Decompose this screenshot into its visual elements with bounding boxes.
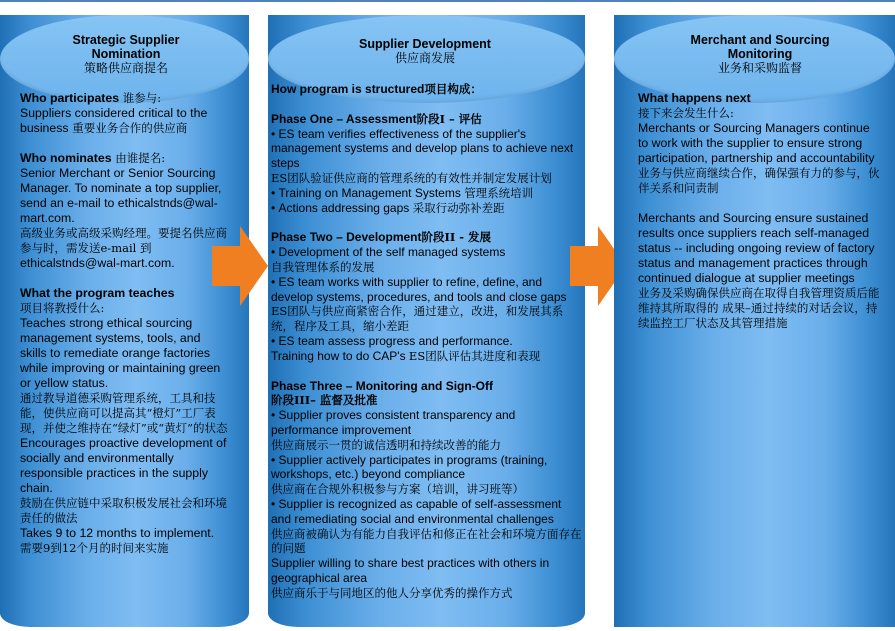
who-participates-text-cn: 重要业务合作的供应商 [68, 121, 188, 135]
phase-two-bullet-4: Training how to do CAP's [271, 348, 409, 363]
sustain-text-cn: 业务及采购确保供应商在取得自我管理资质后能维持其所取得的 成果–通过持续的对话会议，持续监控工厂状态及其管理措施 [638, 286, 880, 330]
next-text: Merchants or Sourcing Managers continue to work with the supplier to ensure strong participation, partnership and accountability [638, 121, 875, 165]
col1-title-cn: 策略供应商提名 [83, 61, 168, 75]
phase-two-bullet-4-cn: ES团队评估其进度和表现 [408, 348, 541, 363]
encourages-text-cn: 鼓励在供应链中采取积极发展社会和环境责任的做法 [20, 496, 227, 525]
teaches-text-cn: 通过教导道德采购管理系统，工具和技能，使供应商可以提高其“橙灯”工厂表现，并使之维持在“绿灯”或“黄灯”的状态 [20, 391, 228, 435]
phase-three-bullet-4: Supplier willing to share best practices with others in geographical area [271, 556, 550, 585]
phase-one-bullet-3-cn: 采取行动弥补差距 [412, 200, 505, 215]
col2-title-cn: 供应商发展 [394, 51, 455, 65]
who-participates-text: Suppliers considered critical to the business [20, 106, 208, 135]
who-participates-label: Who participates [20, 91, 120, 105]
how-label: How program is structured [271, 82, 425, 96]
who-nominates-text-cn: 高级业务或高级采购经理。要提名供应商 参与时，需发送e-mail 到 [20, 226, 227, 255]
col3-title: Merchant and Sourcing Monitoring [690, 33, 830, 61]
encourages-text: Encourages proactive development of socially and environmentally responsible practices in the supply chain. [20, 436, 227, 495]
phase-one-label-cn: 阶段I – 评估 [416, 111, 482, 126]
col3-header [660, 33, 860, 75]
takes-text: Takes 9 to 12 months to implement. [20, 526, 215, 540]
col3-content [638, 91, 883, 331]
who-nominates-label: Who nominates [20, 151, 112, 165]
phase-one-label: Phase One – Assessment [271, 111, 417, 126]
phase-three-bullet-3-cn: 供应商被确认为有能力自我评估和修正在社会和环境方面存在的问题 [271, 526, 582, 556]
phase-two-label-cn: 阶段II - 发展 [421, 230, 492, 245]
phase-one-bullet-3: • Actions addressing gaps [271, 200, 413, 215]
who-nominates-email: ethicalstnds@wal-mart.com. [20, 256, 175, 270]
col2-content [271, 82, 583, 601]
sustain-text: Merchants and Sourcing ensure sustained results once suppliers reach self-managed status -- including ongoing review of factory status and management practices through continued dialogue at supplier meetings [638, 211, 875, 285]
col1-title: Strategic Supplier Nomination [72, 33, 180, 61]
phase-two-bullet-3: • ES team assess progress and performance. [271, 333, 513, 348]
phase-two-label: Phase Two – Development [271, 230, 422, 245]
phase-two-bullet-2-cn: ES团队与供应商紧密合作，通过建立，改进，和发展其系统，程序及工具，缩小差距 [271, 304, 564, 334]
phase-three-bullet-1-cn: 供应商展示一贯的诚信透明和持续改善的能力 [271, 437, 501, 452]
phase-three-bullet-2: • Supplier actively participates in programs (training, workshops, etc.) beyond compliance [271, 452, 548, 482]
phase-three-label-cn: 阶段III– 监督及批准 [271, 393, 378, 408]
who-participates-label-cn: 谁参与: [119, 91, 162, 105]
phase-two-bullet-2: • ES team works with supplier to refine, define, and develop systems, procedures, and tools and close gaps [271, 274, 567, 304]
takes-text-cn: 需要9到12个月的时间来实施 [20, 541, 169, 555]
teaches-label-cn: 项目将教授什么: [20, 301, 105, 315]
phase-three-bullet-3: • Supplier is recognized as capable of self-assessment and remediating social and environmental challenges [271, 496, 562, 526]
phase-three-bullet-1: • Supplier proves consistent transparency and performance improvement [271, 408, 516, 437]
phase-one-bullet-2-cn: 管理系统培训 [464, 185, 534, 200]
phase-three-bullet-2-cn: 供应商在合规外积极参与方案（培训，讲习班等） [271, 482, 524, 497]
col1-content [20, 91, 230, 556]
next-label: What happens next [638, 91, 751, 105]
col2-title: Supplier Development [359, 37, 491, 51]
phase-two-bullet-1: • Development of the self managed systems [271, 245, 506, 260]
phase-three-label: Phase Three – Monitoring and Sign-Off [271, 378, 494, 393]
col2-header [300, 37, 550, 65]
next-label-cn: 接下来会发生什么: [638, 106, 734, 120]
phase-two-bullet-1-cn: 自我管理体系的发展 [271, 259, 375, 274]
arrow-right-icon [212, 226, 268, 306]
phase-three-bullet-4-cn: 供应商乐于与同地区的他人分享优秀的操作方式 [271, 585, 513, 600]
next-text-cn: 业务与供应商继续合作，确保强有力的参与，伙伴关系和问责制 [638, 166, 880, 195]
phase-one-bullet-1-cn: ES团队验证供应商的管理系统的有效性并制定发展计划 [271, 170, 552, 185]
teaches-text: Teaches strong ethical sourcing management systems, tools, and skills to remediate orange factories while improving or maintaining green or yellow status. [20, 316, 221, 390]
phase-one-bullet-1: • ES team verifies effectiveness of the supplier's management systems and develop plans to achieve next steps [271, 126, 574, 171]
teaches-label: What the program teaches [20, 286, 175, 300]
who-nominates-label-cn: 由谁提名: [111, 151, 166, 165]
who-nominates-text: Senior Merchant or Senior Sourcing Manager. To nominate a top supplier, send an e-mail to ethicalstnds@wal-mart.com. [20, 166, 222, 225]
phase-one-bullet-2: • Training on Management Systems [271, 185, 465, 200]
top-rule [0, 0, 895, 2]
col1-header [20, 33, 232, 75]
col3-title-cn: 业务和采购监督 [717, 61, 802, 75]
how-label-cn: 项目构成： [424, 82, 482, 96]
